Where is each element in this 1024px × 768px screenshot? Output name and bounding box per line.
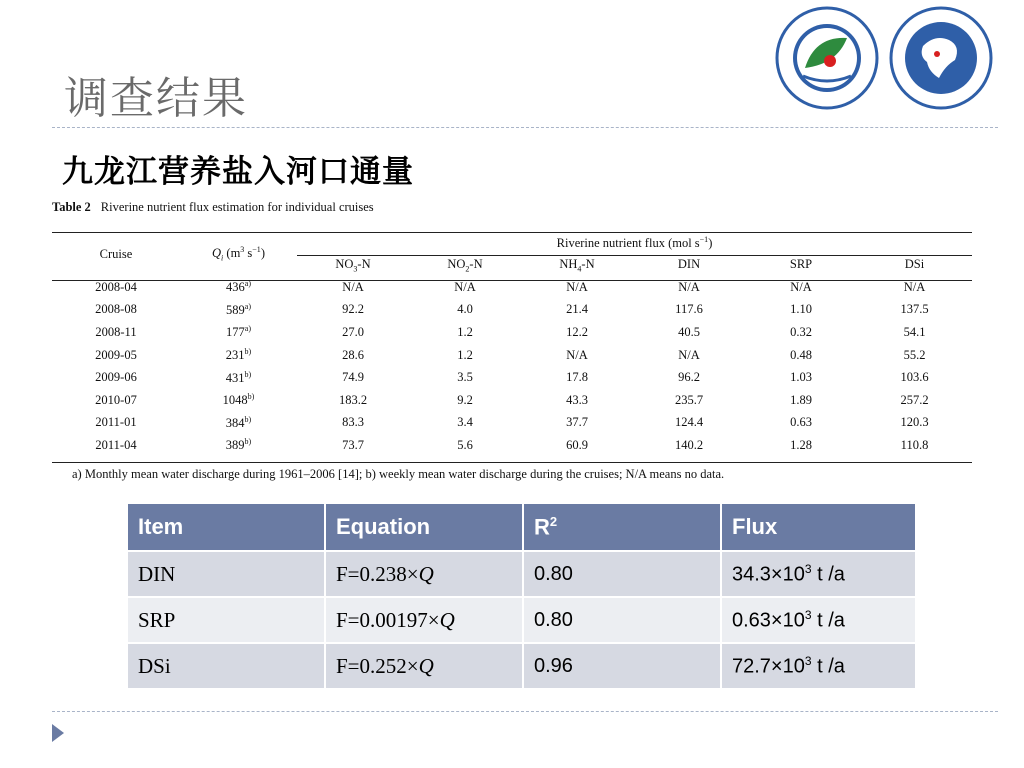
flux-value-cell: 27.0	[342, 324, 364, 339]
discharge-cell: 436$^{a)}$	[226, 279, 251, 295]
flux-value-cell: 96.2	[678, 370, 700, 385]
table-caption-label: Table 2	[52, 200, 91, 214]
flux-value-cell: 9.2	[457, 392, 473, 407]
header-flux: Flux	[721, 504, 915, 551]
flux-value-cell: 60.9	[566, 437, 588, 452]
flux-value-cell: 3.4	[457, 415, 473, 430]
cruise-cell: 2011-04	[95, 437, 137, 452]
table-row	[52, 434, 972, 457]
flux-value-cell: 3.5	[457, 370, 473, 385]
flux-value-cell: 37.7	[566, 415, 588, 430]
header-flux-group: Riverine nutrient flux (mol $s^{-1}$)	[556, 234, 713, 251]
r2-cell: 0.80	[523, 551, 721, 597]
r2-cell: 0.96	[523, 643, 721, 688]
table-row	[52, 366, 972, 389]
flux-value-cell: 1.2	[457, 347, 473, 362]
header-species: $NH_4-N$	[559, 256, 595, 274]
header-species: DSi	[904, 256, 925, 271]
nutrient-flux-table	[52, 232, 972, 457]
paper-table-figure	[52, 200, 972, 481]
table-row	[52, 389, 972, 412]
flux-value-cell: 17.8	[566, 370, 588, 385]
flux-value-cell: 1.10	[790, 302, 812, 317]
table-row	[52, 321, 972, 344]
discharge-cell: 589$^{a)}$	[226, 301, 251, 317]
flux-value-cell: 73.7	[342, 437, 364, 452]
table-row	[128, 643, 915, 688]
flux-value-cell: 12.2	[566, 324, 588, 339]
header-species: DIN	[677, 256, 701, 271]
table-caption-text: Riverine nutrient flux estimation for individual cruises	[100, 200, 374, 214]
cruise-cell: 2009-06	[95, 370, 137, 385]
slide-subtitle: 九龙江营养盐入河口通量	[62, 154, 414, 190]
flux-value-cell: N/A	[678, 279, 700, 294]
flux-value-cell: 54.1	[903, 324, 926, 339]
flux-value-cell: 4.0	[457, 302, 473, 317]
cruise-cell: 2008-11	[95, 324, 137, 339]
header-species: $NO_3-N$	[335, 256, 371, 274]
table-row	[128, 551, 915, 597]
header-r2: $R^2$	[523, 504, 721, 551]
header-equation: Equation	[325, 504, 523, 551]
table-caption	[52, 200, 972, 215]
cruise-cell: 2011-01	[95, 415, 137, 430]
flux-value-cell: 137.5	[900, 302, 929, 317]
equation-cell: F=0.252×Q	[325, 643, 523, 688]
flux-value-cell: 124.4	[674, 415, 704, 430]
flux-value-cell: 183.2	[338, 392, 368, 407]
footer-divider	[52, 711, 998, 712]
cruise-cell: 2008-04	[95, 279, 137, 294]
flux-value-cell: 235.7	[674, 392, 704, 407]
flux-value-cell: N/A	[790, 279, 812, 294]
flux-value-cell: N/A	[903, 279, 926, 294]
flux-value-cell: 43.3	[566, 392, 588, 407]
flux-value-cell: N/A	[454, 279, 476, 294]
page-title: 调查结果	[64, 73, 248, 124]
equation-cell: F=0.238×Q	[325, 551, 523, 597]
table-row	[52, 412, 972, 435]
equation-cell: F=0.00197×Q	[325, 597, 523, 643]
flux-value-cell: 120.3	[900, 415, 929, 430]
cruise-cell: 2010-07	[95, 392, 137, 407]
discharge-cell: 231$^{b)}$	[225, 347, 252, 363]
cruise-cell: 2009-05	[95, 347, 137, 362]
cruise-cell: 2008-08	[95, 302, 137, 317]
table-bottom-rule	[52, 462, 972, 463]
table-row	[52, 276, 972, 299]
flux-cell: $72.7\times 10^3$ t /a	[721, 643, 915, 688]
item-cell: SRP	[128, 597, 325, 643]
r2-cell: 0.80	[523, 597, 721, 643]
header-species: SRP	[789, 256, 813, 271]
flux-value-cell: 0.48	[790, 347, 812, 362]
table-row	[52, 299, 972, 322]
title-divider	[52, 127, 998, 128]
flux-value-cell: 0.32	[790, 324, 812, 339]
flux-value-cell: 110.8	[900, 437, 929, 452]
flux-cell: $34.3\times 10^3$ t /a	[721, 551, 915, 597]
flux-cell: $0.63\times 10^3$ t /a	[721, 597, 915, 643]
flux-value-cell: N/A	[678, 347, 700, 362]
header-discharge: $Q_i$ ($m^3$ $s^{-1}$)	[212, 245, 265, 263]
table-footnote: a) Monthly mean water discharge during 1961–2006 [14]; b) weekly mean water discharge during the cruises; N/A means no data.	[72, 467, 725, 481]
flux-value-cell: 0.63	[790, 415, 812, 430]
flux-value-cell: 55.2	[903, 347, 926, 362]
flux-value-cell: 103.6	[900, 370, 929, 385]
flux-value-cell: 117.6	[675, 302, 703, 317]
flux-value-cell: 5.6	[457, 437, 473, 452]
item-cell: DIN	[128, 551, 325, 597]
flux-value-cell: 1.89	[790, 392, 812, 407]
bullet-triangle-icon	[52, 724, 64, 742]
flux-value-cell: 92.2	[342, 302, 364, 317]
college-oceanography-logo	[775, 6, 879, 110]
flux-value-cell: 257.2	[900, 392, 929, 407]
discharge-cell: 389$^{b)}$	[225, 437, 252, 453]
flux-value-cell: 1.03	[790, 370, 812, 385]
flux-value-cell: 1.28	[790, 437, 812, 452]
flux-value-cell: N/A	[566, 279, 588, 294]
table-row	[128, 597, 915, 643]
header-item: Item	[128, 504, 325, 551]
flux-value-cell: 1.2	[457, 324, 473, 339]
flux-value-cell: 140.2	[674, 437, 704, 452]
table-row	[52, 344, 972, 367]
header-cruise: Cruise	[99, 246, 133, 261]
flux-value-cell: N/A	[342, 279, 364, 294]
header-species: $NO_2-N$	[447, 256, 483, 274]
flux-value-cell: N/A	[566, 347, 588, 362]
flux-summary-table	[128, 504, 915, 688]
discharge-cell: 177$^{a)}$	[226, 324, 251, 340]
coastal-ocean-management-institute-logo	[889, 6, 993, 110]
flux-value-cell: 40.5	[678, 324, 700, 339]
flux-value-cell: 74.9	[342, 370, 364, 385]
flux-value-cell: 83.3	[342, 415, 364, 430]
item-cell: DSi	[128, 643, 325, 688]
discharge-cell: 431$^{b)}$	[225, 369, 252, 385]
discharge-cell: 1048$^{b)}$	[222, 392, 255, 408]
discharge-cell: 384$^{b)}$	[225, 414, 252, 430]
flux-value-cell: 28.6	[342, 347, 364, 362]
flux-value-cell: 21.4	[566, 302, 588, 317]
